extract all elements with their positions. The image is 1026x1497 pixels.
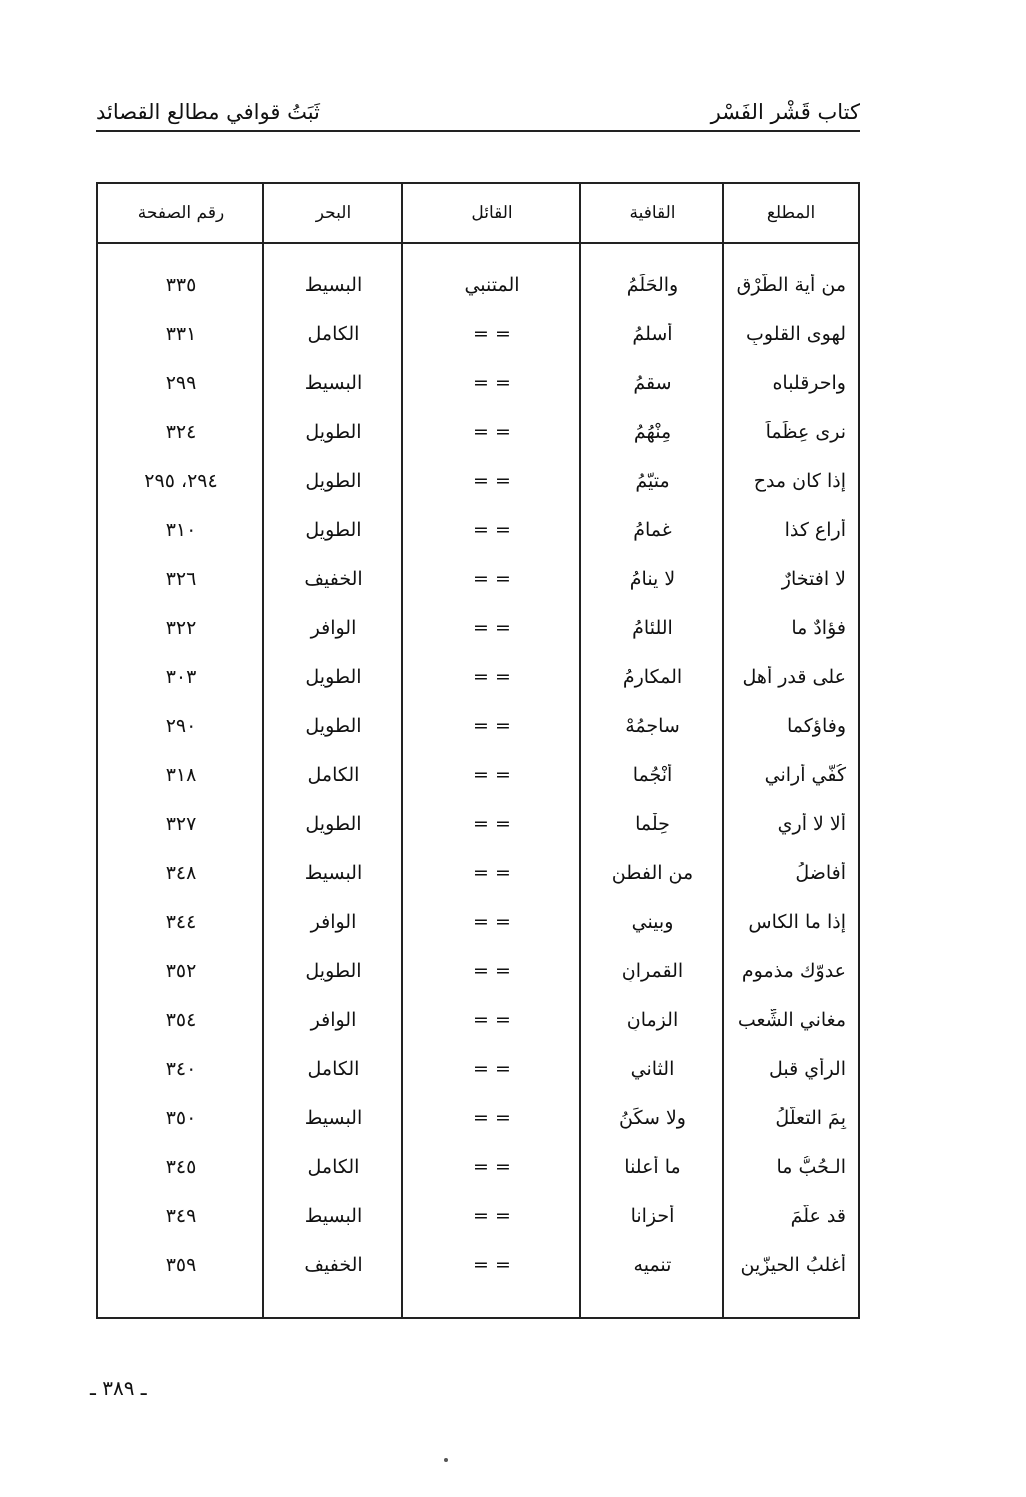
rhyme-cell: ولا سكَنُ [619, 1106, 686, 1129]
poet-cell: = = [473, 763, 511, 786]
poet-cell: = = [473, 861, 511, 884]
table-row [98, 554, 858, 603]
page-cell: ٣٠٣ [165, 665, 197, 688]
table-row [98, 897, 858, 946]
page-cell: ٣١٨ [165, 763, 197, 786]
meter-cell: البسيط [304, 273, 363, 296]
column-header-rhyme: القافية [629, 203, 676, 223]
meter-cell: الطويل [305, 469, 362, 492]
opening-cell: لا افتخارٌ [781, 567, 846, 590]
opening-cell: إذا ما الكاس [748, 910, 846, 933]
opening-cell: نرى عِظَماً [765, 420, 846, 443]
poet-cell: = = [473, 420, 511, 443]
opening-cell: إذا كان مدح [753, 469, 846, 492]
table-row [98, 946, 858, 995]
rhyme-cell: المكارمُ [622, 665, 683, 688]
poet-cell: = = [473, 959, 511, 982]
meter-cell: البسيط [304, 1106, 363, 1129]
meter-cell: الكامل [307, 322, 360, 345]
poet-cell: = = [473, 1253, 511, 1276]
meter-cell: الخفيف [304, 567, 363, 590]
page-cell: ٣٤٤ [165, 910, 197, 933]
page-cell: ٣٥٩ [165, 1253, 197, 1276]
header-divider [98, 242, 858, 244]
rhyme-cell: القمرانِ [621, 959, 684, 982]
page-cell: ٣٣١ [165, 322, 197, 345]
meter-cell: الكامل [307, 763, 360, 786]
table-row [98, 652, 858, 701]
rhyme-cell: أسلمُ [632, 322, 673, 345]
rhyme-cell: غمامُ [633, 518, 672, 541]
table-row [98, 750, 858, 799]
table-row [98, 505, 858, 554]
meter-cell: الخفيف [304, 1253, 363, 1276]
scan-speck [444, 1458, 448, 1462]
meter-cell: الطويل [305, 665, 362, 688]
rhyme-cell: لا ينامُ [629, 567, 676, 590]
poet-cell: = = [473, 1106, 511, 1129]
page-cell: ٣٢٢ [165, 616, 197, 639]
opening-cell: قد علّمَ [790, 1204, 846, 1227]
table-row [98, 1240, 858, 1289]
rhyme-cell: أنْجُما [632, 763, 673, 786]
meter-cell: البسيط [304, 861, 363, 884]
page-cell: ٣٤٠ [165, 1057, 197, 1080]
opening-cell: ألا لا أري [777, 812, 846, 835]
page-cell: ٣١٠ [165, 518, 197, 541]
page-cell: ٣٥٠ [165, 1106, 197, 1129]
poet-cell: = = [473, 1155, 511, 1178]
rhyme-cell: اللئامُ [632, 616, 673, 639]
rhyme-cell: ما أعلنا [624, 1155, 681, 1178]
page-cell: ٣٢٦ [165, 567, 197, 590]
rhyme-cell: وبيني [631, 910, 674, 933]
meter-cell: الطويل [305, 812, 362, 835]
opening-cell: عدوّك مذموم [741, 959, 846, 982]
table-row [98, 1191, 858, 1240]
opening-cell: الـحُبُّ ما [776, 1155, 846, 1178]
meter-cell: الوافر [310, 910, 357, 933]
rhyme-cell: حِلْما [635, 812, 670, 835]
page-cell: ٢٩٠ [165, 714, 197, 737]
opening-cell: الرأي قبل [769, 1057, 846, 1080]
poet-cell: = = [473, 469, 511, 492]
page-cell: ٢٩٤، ٢٩٥ [144, 469, 218, 492]
table-header-row [98, 184, 858, 242]
rhyme-cell: الثاني [630, 1057, 675, 1080]
poet-cell: = = [473, 1204, 511, 1227]
page-cell: ٢٩٩ [165, 371, 197, 394]
meter-cell: الطويل [305, 518, 362, 541]
section-title: ثَبَتُ قوافي مطالع القصائد [96, 100, 320, 124]
page-cell: ٣٥٢ [165, 959, 197, 982]
poet-cell: = = [473, 910, 511, 933]
opening-cell: على قدر أهل [742, 665, 846, 688]
table-row [98, 1093, 858, 1142]
rhyme-cell: من الفطنِ [611, 861, 694, 884]
book-title: كتاب قَشْر الفَسْر [710, 100, 860, 124]
poet-cell: = = [473, 616, 511, 639]
poet-cell: = = [473, 812, 511, 835]
poet-cell: = = [473, 1057, 511, 1080]
opening-cell: لهوى القلوبِ [746, 322, 846, 345]
table-row [98, 358, 858, 407]
rhyme-cell: الزمانِ [626, 1008, 679, 1031]
column-header-opening: المطلع [766, 203, 816, 223]
rhyme-cell: سقمُ [633, 371, 672, 394]
rhyme-cell: تنميه [633, 1253, 672, 1276]
table-row [98, 407, 858, 456]
poet-cell: = = [473, 665, 511, 688]
meter-cell: الطويل [305, 420, 362, 443]
opening-cell: كُفّي أراني [764, 763, 846, 786]
opening-cell: وفاؤكما [786, 714, 846, 737]
meter-cell: البسيط [304, 371, 363, 394]
table-row [98, 848, 858, 897]
opening-cell: أراع كذا [784, 518, 846, 541]
table-row [98, 260, 858, 309]
table-row [98, 995, 858, 1044]
meter-cell: الطويل [305, 959, 362, 982]
opening-cell: بِمَ التعلّلُ [775, 1106, 846, 1129]
page-cell: ٣٢٧ [165, 812, 197, 835]
poet-cell: = = [473, 1008, 511, 1031]
rhyme-cell: أحزانا [630, 1204, 675, 1227]
opening-cell: مغاني الشِّعب [737, 1008, 846, 1031]
page-cell: ٣٤٥ [165, 1155, 197, 1178]
table-row [98, 456, 858, 505]
meter-cell: الوافر [310, 616, 357, 639]
poet-cell: = = [473, 518, 511, 541]
opening-cell: واحرقلباه [772, 371, 846, 394]
column-header-poet: القائل [471, 203, 513, 223]
rhyme-cell: ساجمُهْ [625, 714, 680, 737]
rhyme-index-table [96, 182, 860, 1319]
opening-cell: فؤادٌ ما [791, 616, 846, 639]
rhyme-cell: مِنْهُمُ [633, 420, 672, 443]
meter-cell: الكامل [307, 1155, 360, 1178]
poet-cell: = = [473, 567, 511, 590]
column-header-meter: البحر [315, 203, 352, 223]
table-row [98, 799, 858, 848]
page-cell: ٣٣٥ [165, 273, 197, 296]
table-row [98, 603, 858, 652]
table-row [98, 1142, 858, 1191]
opening-cell: من أية الطُّرْق [736, 273, 846, 296]
column-header-page: رقم الصفحة [137, 203, 225, 223]
page-cell: ٣٢٤ [165, 420, 197, 443]
table-row [98, 701, 858, 750]
poet-cell: = = [473, 371, 511, 394]
opening-cell: أغلبُ الحيزّين [740, 1253, 846, 1276]
poet-cell: = = [473, 322, 511, 345]
opening-cell: أفاضلُ [795, 861, 846, 884]
meter-cell: الكامل [307, 1057, 360, 1080]
page-cell: ٣٤٩ [165, 1204, 197, 1227]
meter-cell: الوافر [310, 1008, 357, 1031]
page-number: ـ ٣٨٩ ـ [90, 1376, 147, 1400]
meter-cell: الطويل [305, 714, 362, 737]
meter-cell: البسيط [304, 1204, 363, 1227]
page-header [96, 88, 860, 132]
poet-cell: المتنبي [464, 273, 520, 296]
rhyme-cell: متيّمُ [635, 469, 670, 492]
page-cell: ٣٥٤ [165, 1008, 197, 1031]
table-row [98, 1044, 858, 1093]
page-cell: ٣٤٨ [165, 861, 197, 884]
poet-cell: = = [473, 714, 511, 737]
rhyme-cell: والحَلَمُ [626, 273, 679, 296]
table-row [98, 309, 858, 358]
